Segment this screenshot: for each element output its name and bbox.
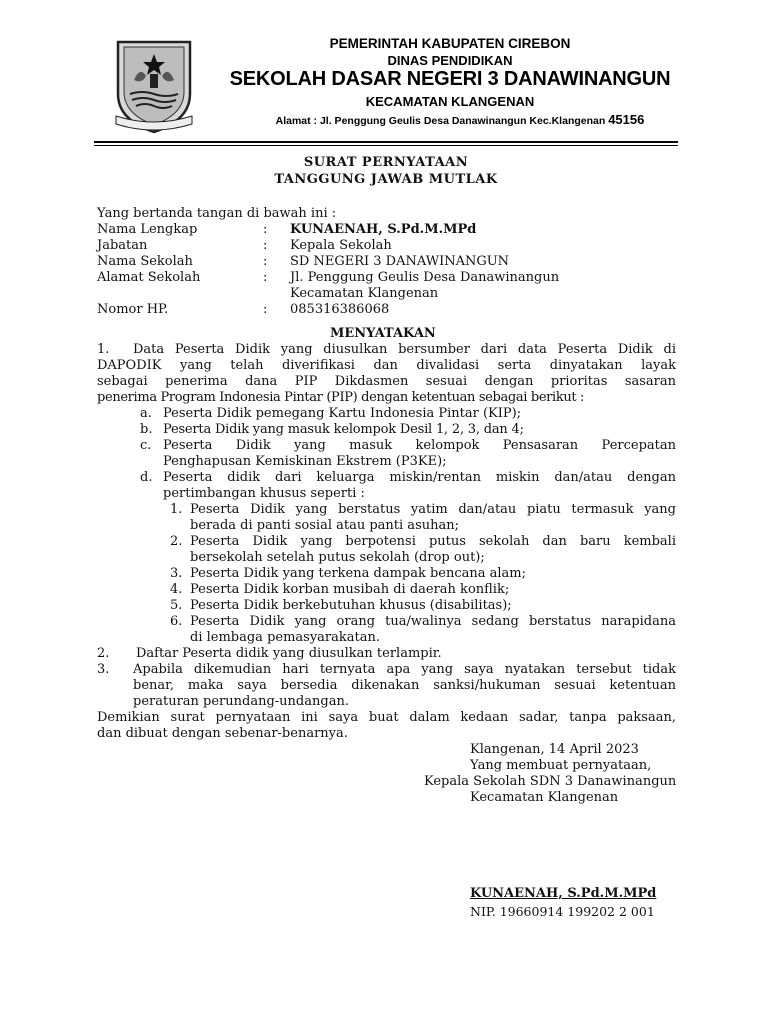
sub-sub-item-marker: 3. [170, 566, 183, 581]
letterhead-address [220, 112, 700, 127]
document-title: SURAT PERNYATAAN [303, 155, 469, 170]
identity-address-value-2: Kecamatan Klangenan [290, 286, 439, 301]
sub-item-marker: a. [140, 406, 152, 421]
item-3-line: benar, maka saya bersedia dikenakan sanksi/hukuman sesuai ketentuan [133, 678, 676, 693]
sub-sub-item-text: Peserta Didik yang terkena dampak bencana alam; [190, 566, 527, 581]
item-1-line: Data Peserta Didik yang diusulkan bersumber dari data Peserta Didik di [133, 342, 676, 357]
identity-separator: : [263, 222, 268, 237]
sub-item-text: Penghapusan Kemiskinan Ekstrem (P3KE); [163, 454, 447, 469]
letterhead-district: KECAMATAN KLANGENAN [365, 94, 535, 109]
sub-sub-item-marker: 1. [170, 502, 183, 517]
identity-separator: : [263, 254, 268, 269]
item-1-line: sebagai penerima dana PIP Dikdasmen sesuai dengan prioritas sasaran [97, 374, 676, 389]
letterhead-school-name: SEKOLAH DASAR NEGERI 3 DANAWINANGUN [229, 68, 671, 90]
item-1-line: penerima Program Indonesia Pintar (PIP) dengan ketentuan sebagai berikut : [97, 390, 585, 405]
school-emblem-logo [112, 36, 196, 136]
sub-sub-item-text: di lembaga pemasyarakatan. [190, 630, 380, 645]
identity-label: Nama Lengkap [97, 222, 198, 237]
signature-maker: Yang membuat pernyataan, [470, 758, 652, 773]
letterhead-rule-thin [94, 145, 678, 146]
sub-sub-item-text: bersekolah setelah putus sekolah (drop out); [190, 550, 485, 565]
item-number: 2. [97, 646, 110, 661]
item-1-line: DAPODIK yang telah diverifikasi dan divalidasi serta dinyatakan layak [97, 358, 676, 373]
sub-sub-item-text: Peserta Didik korban musibah di daerah konflik; [190, 582, 510, 597]
signature-nip: NIP. 19660914 199202 2 001 [470, 904, 655, 919]
statement-heading: MENYATAKAN [330, 326, 436, 341]
signature-name: KUNAENAH, S.Pd.M.MPd [470, 886, 657, 901]
identity-phone-value: 085316386068 [290, 302, 390, 317]
sub-item-text: Peserta didik dari keluarga miskin/rentan miskin dan/atau dengan [163, 470, 676, 485]
sub-sub-item-marker: 4. [170, 582, 183, 597]
closing-line: Demikian surat pernyataan ini saya buat dalam kedaan sadar, tanpa paksaan, [97, 710, 676, 725]
intro-text: Yang bertanda tangan di bawah ini : [97, 206, 337, 221]
letterhead-government: PEMERINTAH KABUPATEN CIREBON [329, 36, 571, 51]
identity-address-value: Jl. Penggung Geulis Desa Danawinangun [290, 270, 560, 285]
item-number: 3. [97, 662, 110, 677]
sub-sub-item-text: Peserta Didik yang orang tua/walinya sedang berstatus narapidana [190, 614, 676, 629]
identity-separator: : [263, 302, 268, 317]
sub-sub-item-text: Peserta Didik berkebutuhan khusus (disabilitas); [190, 598, 512, 613]
postal-code: 45156 [608, 112, 645, 127]
sub-item-marker: d. [140, 470, 153, 485]
sub-item-marker: c. [140, 438, 152, 453]
identity-name-value: KUNAENAH, S.Pd.M.MPd [290, 222, 477, 237]
sub-sub-item-text: Peserta Didik yang berstatus yatim dan/atau piatu termasuk yang [190, 502, 676, 517]
sub-item-text: pertimbangan khusus seperti : [163, 486, 365, 501]
letterhead-department: DINAS PENDIDIKAN [387, 53, 513, 68]
signature-district: Kecamatan Klangenan [470, 790, 619, 805]
signature-position: Kepala Sekolah SDN 3 Danawinangun [424, 774, 677, 789]
sub-item-text: Peserta Didik yang masuk kelompok Desil 1, 2, 3, dan 4; [163, 422, 524, 437]
sub-sub-item-text: Peserta Didik yang berpotensi putus sekolah dan baru kembali [190, 534, 676, 549]
document-subtitle: TANGGUNG JAWAB MUTLAK [274, 172, 498, 187]
letterhead-rule-thick [94, 141, 678, 143]
sub-sub-item-marker: 5. [170, 598, 183, 613]
identity-separator: : [263, 270, 268, 285]
sub-item-text: Peserta Didik pemegang Kartu Indonesia Pintar (KIP); [163, 406, 522, 421]
item-3-line: peraturan perundang-undangan. [133, 694, 349, 709]
identity-label: Jabatan [97, 238, 148, 253]
closing-line: dan dibuat dengan sebenar-benarnya. [97, 726, 348, 741]
identity-label: Alamat Sekolah [97, 270, 201, 285]
identity-position-value: Kepala Sekolah [290, 238, 392, 253]
signature-place-date: Klangenan, 14 April 2023 [470, 742, 639, 757]
sub-item-text: Peserta Didik yang masuk kelompok Pensasaran Percepatan [163, 438, 676, 453]
sub-sub-item-marker: 2. [170, 534, 183, 549]
identity-label: Nama Sekolah [97, 254, 193, 269]
identity-label: Nomor HP. [97, 302, 169, 317]
item-3-line: Apabila dikemudian hari ternyata apa yang saya nyatakan tersebut tidak [133, 662, 676, 677]
item-2-text: Daftar Peserta didik yang diusulkan terlampir. [136, 646, 442, 661]
identity-school-value: SD NEGERI 3 DANAWINANGUN [290, 254, 510, 269]
sub-sub-item-text: berada di panti sosial atau panti asuhan; [190, 518, 459, 533]
identity-separator: : [263, 238, 268, 253]
sub-item-marker: b. [140, 422, 153, 437]
address-text: Alamat : Jl. Penggung Geulis Desa Danawinangun Kec.Klangenan [275, 115, 606, 127]
sub-sub-item-marker: 6. [170, 614, 183, 629]
item-number: 1. [97, 342, 110, 357]
